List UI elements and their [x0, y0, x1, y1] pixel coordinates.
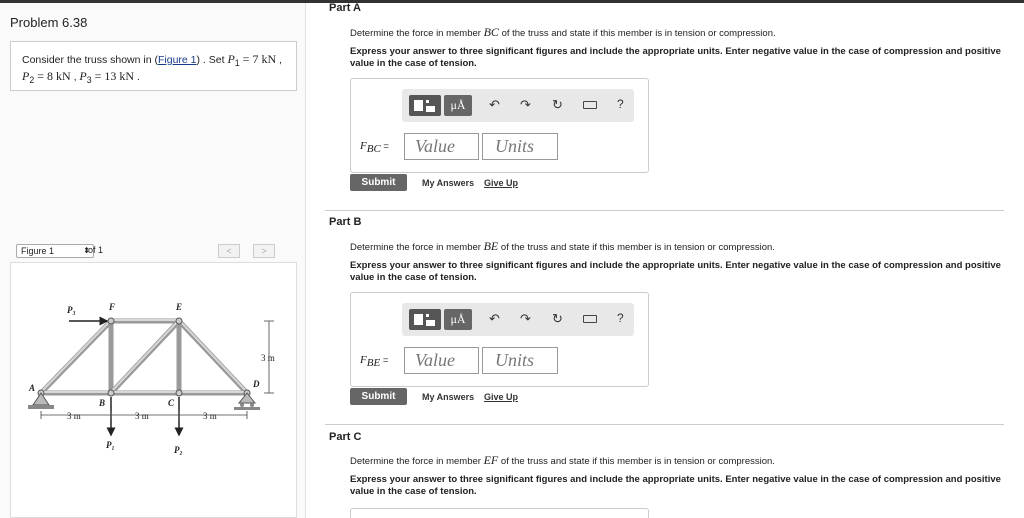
- part-a-give-up-link[interactable]: Give Up: [484, 178, 519, 188]
- dimension-lines: [41, 321, 274, 419]
- part-a-answer-box: [350, 78, 649, 173]
- label-p1: P₁: [106, 440, 115, 450]
- label-span-2: 3 m: [135, 411, 149, 421]
- part-c-question: Determine the force in member EF of the truss and state if this member is in tension or compression.: [350, 453, 775, 467]
- part-b-title: Part B: [329, 216, 362, 228]
- label-p2: P₂: [174, 445, 183, 455]
- label-b: B: [99, 398, 106, 408]
- divider: [325, 424, 1004, 425]
- part-a-units-input[interactable]: Units: [482, 133, 558, 160]
- label-f: F: [109, 302, 116, 312]
- part-b-answer-box: [350, 292, 649, 387]
- part-c-instructions: Express your answer to three significant figures and include the appropriate units. Enter negative value in the case of compression and positive value in the case of tension.: [350, 474, 1001, 497]
- undo-icon[interactable]: ↶: [489, 311, 500, 326]
- help-icon[interactable]: ?: [617, 311, 624, 325]
- part-b-units-input[interactable]: Units: [482, 347, 558, 374]
- help-icon[interactable]: ?: [617, 97, 624, 111]
- figure-select[interactable]: Figure 1 ⬍: [16, 244, 94, 258]
- next-figure-button[interactable]: >: [253, 244, 275, 258]
- label-span-3: 3 m: [203, 411, 217, 421]
- part-a-answer-label: $F_{BC}$ =: [360, 140, 389, 155]
- part-c-answer-box: [350, 508, 649, 518]
- part-a-submit-button[interactable]: Submit: [350, 174, 407, 191]
- label-c: C: [168, 398, 175, 408]
- part-a-title: Part A: [329, 2, 361, 14]
- problem-statement: Consider the truss shown in (Figure 1) . Set $P_1 = 7$ kN , $P_2 = 8$ kN , $P_3 = 13$ kN .: [10, 41, 297, 91]
- keyboard-icon[interactable]: [583, 315, 597, 323]
- part-b-value-input[interactable]: Value: [404, 347, 479, 374]
- label-span-1: 3 m: [67, 411, 81, 421]
- part-a-my-answers-link[interactable]: My Answers: [422, 178, 475, 188]
- divider: [325, 210, 1004, 211]
- problem-panel: [0, 3, 306, 518]
- keyboard-icon[interactable]: [583, 101, 597, 109]
- redo-icon[interactable]: ↷: [520, 97, 531, 112]
- part-a-instructions: Express your answer to three significant figures and include the appropriate units. Enter negative value in the case of compression and positive value in the case of tension.: [350, 46, 1001, 69]
- figure-navigation: [10, 242, 297, 260]
- truss-diagram: [11, 263, 298, 518]
- part-b-give-up-link[interactable]: Give Up: [484, 392, 519, 402]
- reset-icon[interactable]: ↻: [552, 97, 563, 112]
- answer-panel: [307, 3, 1024, 518]
- part-a-question: Determine the force in member BC of the truss and state if this member is in tension or compression.: [350, 25, 776, 39]
- part-b-toolbar: [402, 303, 634, 336]
- label-height: 3 m: [261, 353, 275, 363]
- templates-icon[interactable]: [409, 95, 441, 116]
- figure-count: of 1: [88, 245, 104, 255]
- part-a-toolbar: [402, 89, 634, 122]
- part-b-answer-label: $F_{BE}$ =: [360, 354, 389, 369]
- part-a-value-input[interactable]: Value: [404, 133, 479, 160]
- part-c-title: Part C: [329, 431, 362, 443]
- roller-support-icon: [234, 393, 260, 410]
- part-b-submit-button[interactable]: Submit: [350, 388, 407, 405]
- figure-link[interactable]: Figure 1: [157, 54, 197, 66]
- units-symbols-button[interactable]: μÅ: [444, 309, 472, 330]
- label-e: E: [176, 302, 183, 312]
- prev-figure-button[interactable]: <: [218, 244, 240, 258]
- label-a: A: [29, 383, 36, 393]
- templates-icon[interactable]: [409, 309, 441, 330]
- truss-figure: [10, 262, 297, 518]
- select-arrows-icon: ⬍: [83, 246, 90, 255]
- part-b-question: Determine the force in member BE of the truss and state if this member is in tension or compression.: [350, 239, 775, 253]
- part-b-my-answers-link[interactable]: My Answers: [422, 392, 475, 402]
- reset-icon[interactable]: ↻: [552, 311, 563, 326]
- units-symbols-button[interactable]: μÅ: [444, 95, 472, 116]
- problem-title: Problem 6.38: [10, 15, 88, 30]
- redo-icon[interactable]: ↷: [520, 311, 531, 326]
- label-d: D: [253, 379, 260, 389]
- label-p3: P₃: [67, 305, 76, 315]
- undo-icon[interactable]: ↶: [489, 97, 500, 112]
- part-b-instructions: Express your answer to three significant figures and include the appropriate units. Enter negative value in the case of compression and positive value in the case of tension.: [350, 260, 1001, 283]
